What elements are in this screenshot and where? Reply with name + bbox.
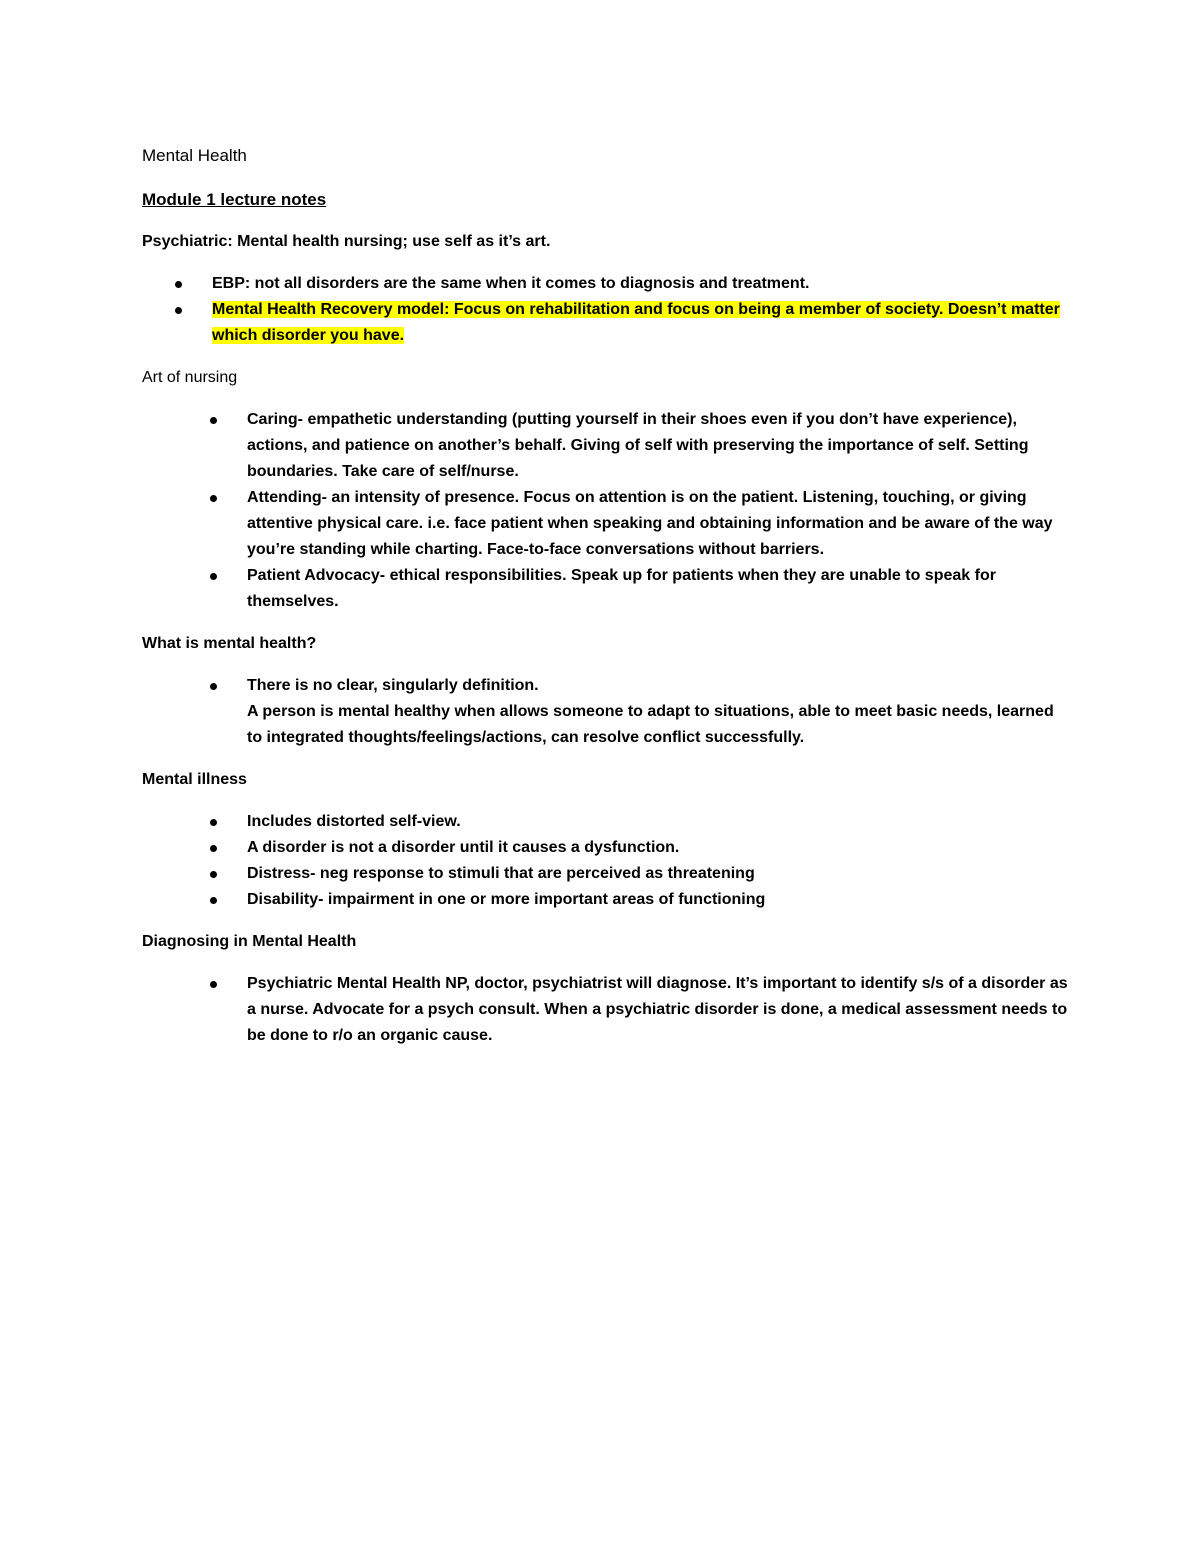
list-item-text: Patient Advocacy- ethical responsibilities. Speak up for patients when they are unable to speak for themselves.: [247, 567, 996, 610]
section-heading-what-is-mental-health: What is mental health?: [142, 635, 317, 652]
list-item: [142, 563, 1072, 615]
list-item: [142, 485, 1072, 563]
list-item-text: Disability- impairment in one or more important areas of functioning: [247, 891, 766, 908]
bullet-icon: [210, 573, 217, 580]
intro-list: [142, 271, 1072, 349]
list-item: [142, 809, 1072, 835]
list-item-text: There is no clear, singularly definition.: [247, 677, 539, 694]
list-item: [142, 835, 1072, 861]
list-item-text: EBP: not all disorders are the same when it comes to diagnosis and treatment.: [212, 275, 810, 292]
bullet-icon: [210, 819, 217, 826]
list-item-continuation-text: A person is mental healthy when allows someone to adapt to situations, able to meet basic needs, learned to integrated thoughts/feelings/actions, can resolve conflict successfully.: [247, 703, 1054, 746]
section-heading-diagnosing: Diagnosing in Mental Health: [142, 933, 357, 950]
bullet-icon: [210, 871, 217, 878]
list-item: [142, 673, 1072, 751]
document-title: Mental Health: [142, 146, 247, 165]
bullet-icon: [175, 307, 182, 314]
diagnosing-list: [142, 971, 1072, 1049]
bullet-icon: [210, 683, 217, 690]
bullet-icon: [210, 897, 217, 904]
list-item-text: Includes distorted self-view.: [247, 813, 461, 830]
document-body: [142, 143, 1072, 1065]
list-item-text: Caring- empathetic understanding (putting yourself in their shoes even if you don’t have experience), actions, and patience on another’s behalf. Giving of self with preserving the importance of self. Setting boundaries. Take care of self/nurse.: [247, 411, 1029, 480]
art-of-nursing-list: [142, 407, 1072, 615]
list-item: [142, 407, 1072, 485]
list-item: [142, 971, 1072, 1049]
list-item: [142, 271, 1072, 297]
section-heading-art-of-nursing: Art of nursing: [142, 369, 238, 386]
bullet-icon: [175, 281, 182, 288]
bullet-icon: [210, 845, 217, 852]
bullet-icon: [210, 495, 217, 502]
highlighted-text: Mental Health Recovery model: Focus on rehabilitation and focus on being a member of society. Doesn’t matter which disorder you have.: [212, 301, 1060, 344]
list-item-text: Attending- an intensity of presence. Focus on attention is on the patient. Listening, touching, or giving attentive physical care. i.e. face patient when speaking and obtaining information and be aware of the way you’re standing while charting. Face-to-face conversations without barriers.: [247, 489, 1053, 558]
section-heading-mental-illness: Mental illness: [142, 771, 247, 788]
list-item-text: Distress- neg response to stimuli that are perceived as threatening: [247, 865, 755, 882]
bullet-icon: [210, 981, 217, 988]
document-subtitle: Module 1 lecture notes: [142, 190, 327, 209]
list-item: [142, 887, 1072, 913]
intro-heading: Psychiatric: Mental health nursing; use self as it’s art.: [142, 233, 551, 250]
bullet-icon: [210, 417, 217, 424]
list-item-highlighted: [142, 297, 1072, 349]
what-is-mental-health-list: [142, 673, 1072, 751]
mental-illness-list: [142, 809, 1072, 913]
list-item-text: Psychiatric Mental Health NP, doctor, psychiatrist will diagnose. It’s important to identify s/s of a disorder as a nurse. Advocate for a psych consult. When a psychiatric disorder is done, a medical assessment needs to be done to r/o an organic cause.: [247, 975, 1068, 1044]
list-item: [142, 861, 1072, 887]
list-item-text: A disorder is not a disorder until it causes a dysfunction.: [247, 839, 680, 856]
